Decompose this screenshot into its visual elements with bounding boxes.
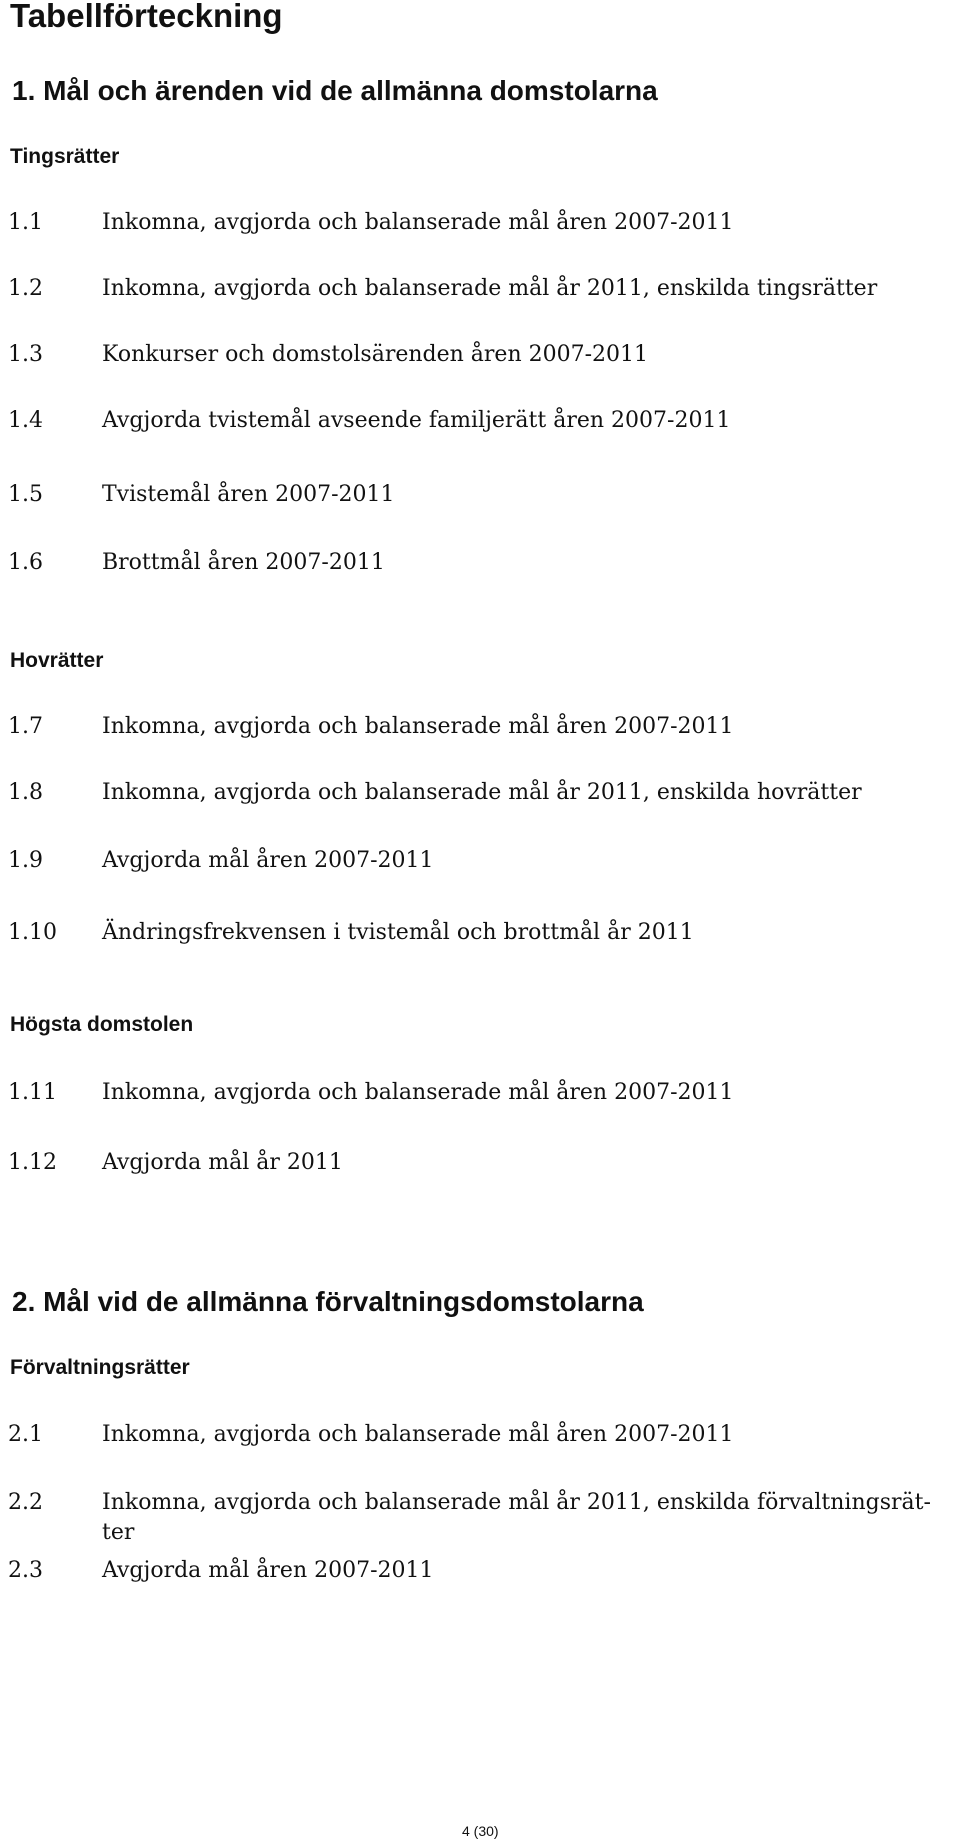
toc-entry-number: 1.10 <box>8 920 57 945</box>
toc-entry-text: Konkurser och domstolsärenden åren 2007-2011 <box>102 342 649 367</box>
page-number: 4 (30) <box>462 1823 499 1839</box>
toc-entry-text: Brottmål åren 2007-2011 <box>102 550 385 575</box>
toc-entry-number: 2.3 <box>8 1558 43 1583</box>
section-heading-tingsratter: Tingsrätter <box>10 145 120 168</box>
toc-entry-number: 1.11 <box>8 1080 57 1105</box>
toc-entry-text: Inkomna, avgjorda och balanserade mål år 2011, enskilda hovrätter <box>102 780 862 805</box>
section-heading-hogsta-domstolen: Högsta domstolen <box>10 1013 194 1036</box>
toc-entry-text: Inkomna, avgjorda och balanserade mål år 2011, enskilda förvaltningsrät-ter <box>102 1490 931 1545</box>
toc-entry-number: 1.3 <box>8 342 43 367</box>
toc-entry-text: Avgjorda tvistemål avseende familjerätt åren 2007-2011 <box>102 408 731 433</box>
toc-entry-text: Inkomna, avgjorda och balanserade mål åren 2007-2011 <box>102 1422 734 1447</box>
toc-entry-number: 1.6 <box>8 550 43 575</box>
toc-entry-number: 1.1 <box>8 210 43 235</box>
toc-entry-text: Ändringsfrekvensen i tvistemål och brottmål år 2011 <box>102 920 694 945</box>
toc-entry-number: 1.9 <box>8 848 43 873</box>
toc-entry-text: Tvistemål åren 2007-2011 <box>102 482 395 507</box>
toc-entry-number: 1.8 <box>8 780 43 805</box>
chapter-heading-1: 1. Mål och ärenden vid de allmänna domstolarna <box>12 75 658 106</box>
toc-entry-text: Inkomna, avgjorda och balanserade mål åren 2007-2011 <box>102 714 734 739</box>
toc-entry-number: 1.7 <box>8 714 43 739</box>
chapter-heading-2: 2. Mål vid de allmänna förvaltningsdomstolarna <box>12 1286 644 1317</box>
toc-entry-text: Avgjorda mål åren 2007-2011 <box>102 848 434 873</box>
section-heading-hovratter: Hovrätter <box>10 649 104 672</box>
toc-entry-text: Inkomna, avgjorda och balanserade mål år 2011, enskilda tingsrätter <box>102 276 878 301</box>
toc-entry-text: Avgjorda mål åren 2007-2011 <box>102 1558 434 1583</box>
toc-entry-number: 1.2 <box>8 276 43 301</box>
page-title: Tabellförteckning <box>10 0 283 34</box>
toc-entry-number: 2.2 <box>8 1490 43 1515</box>
toc-entry-text: Avgjorda mål år 2011 <box>102 1150 343 1175</box>
toc-entry-number: 2.1 <box>8 1422 43 1447</box>
section-heading-forvaltningsratter: Förvaltningsrätter <box>10 1356 190 1379</box>
toc-entry-text: Inkomna, avgjorda och balanserade mål åren 2007-2011 <box>102 210 734 235</box>
toc-entry-number: 1.4 <box>8 408 43 433</box>
toc-entry-number: 1.12 <box>8 1150 57 1175</box>
toc-entry-text: Inkomna, avgjorda och balanserade mål åren 2007-2011 <box>102 1080 734 1105</box>
toc-entry-number: 1.5 <box>8 482 43 507</box>
